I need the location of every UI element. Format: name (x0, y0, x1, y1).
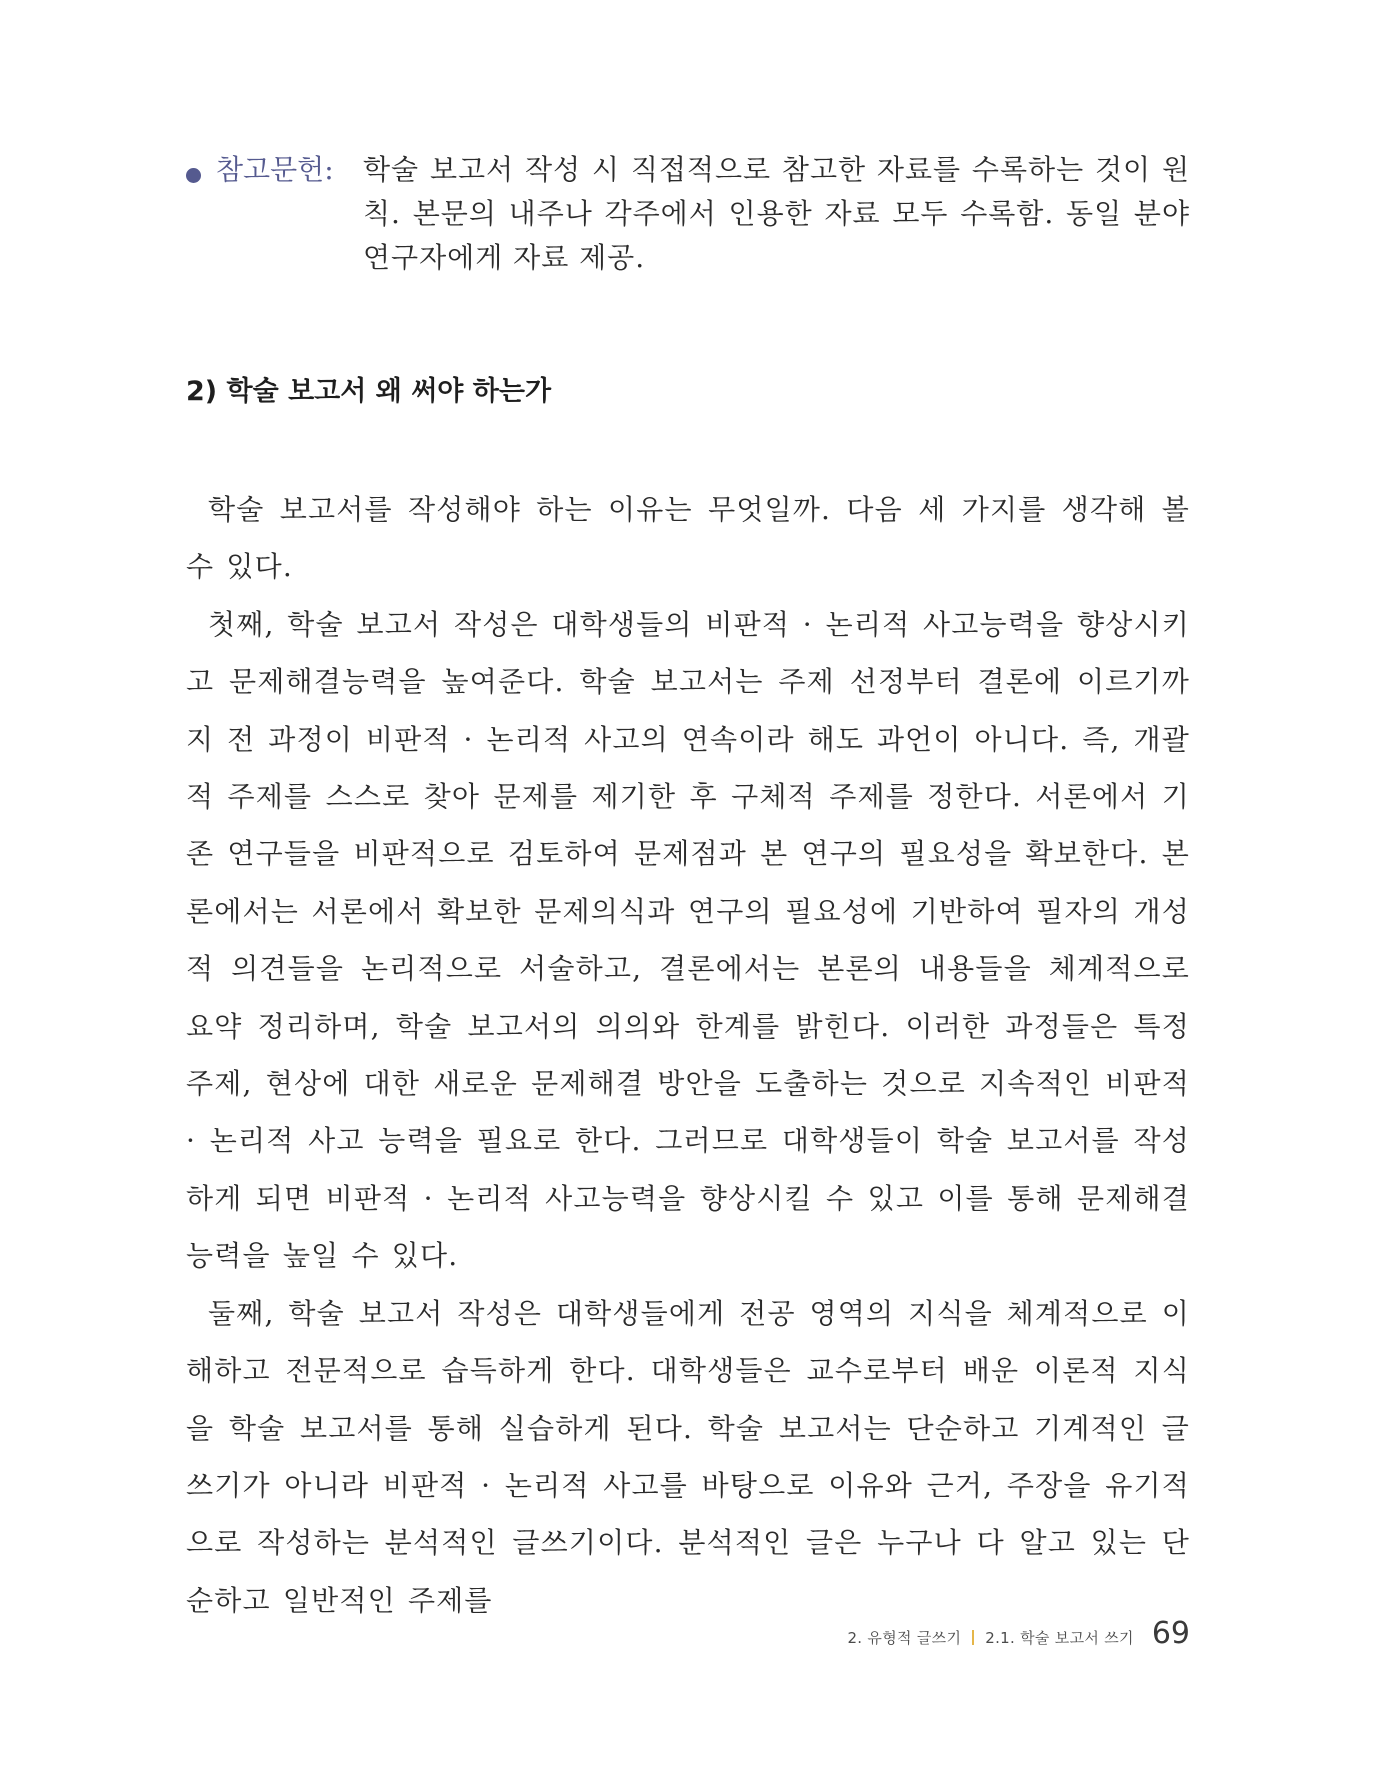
reference-item (186, 148, 1190, 280)
reference-label: 참고문헌: (216, 153, 334, 186)
page-footer (847, 1616, 1190, 1651)
footer-section: 2.1. 학술 보고서 쓰기 (985, 1629, 1134, 1647)
bullet-dot-icon (186, 168, 201, 183)
footer-separator (972, 1630, 974, 1645)
paragraph-intro: 학술 보고서를 작성해야 하는 이유는 무엇일까. 다음 세 가지를 생각해 볼 수 있다. (186, 493, 1190, 584)
footer-chapter: 2. 유형적 글쓰기 (847, 1629, 962, 1647)
paragraph-second-reason: 둘째, 학술 보고서 작성은 대학생들에게 전공 영역의 지식을 체계적으로 이해하고 전문적으로 습득하게 한다. 대학생들은 교수로부터 배운 이론적 지식을 학술 보고서를 통해 실습하게 된다. 학술 보고서는 단순하고 기계적인 글쓰기가 아니라 비판적 · 논리적 사고를 바탕으로 이유와 근거, 주장을 유기적으로 작성하는 분석적인 글쓰기이다. 분석적인 글은 누구나 다 알고 있는 단순하고 일반적인 주제를 (186, 1296, 1190, 1617)
body-text (186, 481, 1190, 1629)
section-heading: 2) 학술 보고서 왜 써야 하는가 (186, 376, 552, 407)
reference-description: 학술 보고서 작성 시 직접적으로 참고한 자료를 수록하는 것이 원칙. 본문의 내주나 각주에서 인용한 자료 모두 수록함. 동일 분야 연구자에게 자료 제공. (363, 153, 1190, 274)
paragraph-first-reason: 첫째, 학술 보고서 작성은 대학생들의 비판적 · 논리적 사고능력을 향상시키고 문제해결능력을 높여준다. 학술 보고서는 주제 선정부터 결론에 이르기까지 전 과정이 비판적 · 논리적 사고의 연속이라 해도 과언이 아니다. 즉, 개괄적 주제를 스스로 찾아 문제를 제기한 후 구체적 주제를 정한다. 서론에서 기존 연구들을 비판적으로 검토하여 문제점과 본 연구의 필요성을 확보한다. 본론에서는 서론에서 확보한 문제의식과 연구의 필요성에 기반하여 필자의 개성적 의견들을 논리적으로 서술하고, 결론에서는 본론의 내용들을 체계적으로 요약 정리하며, 학술 보고서의 의의와 한계를 밝힌다. 이러한 과정들은 특정 주제, 현상에 대한 새로운 문제해결 방안을 도출하는 것으로 지속적인 비판적 · 논리적 사고 능력을 필요로 한다. 그러므로 대학생들이 학술 보고서를 작성하게 되면 비판적 · 논리적 사고능력을 향상시킬 수 있고 이를 통해 문제해결능력을 높일 수 있다. (186, 607, 1190, 1273)
page-number: 69 (1151, 1616, 1190, 1651)
